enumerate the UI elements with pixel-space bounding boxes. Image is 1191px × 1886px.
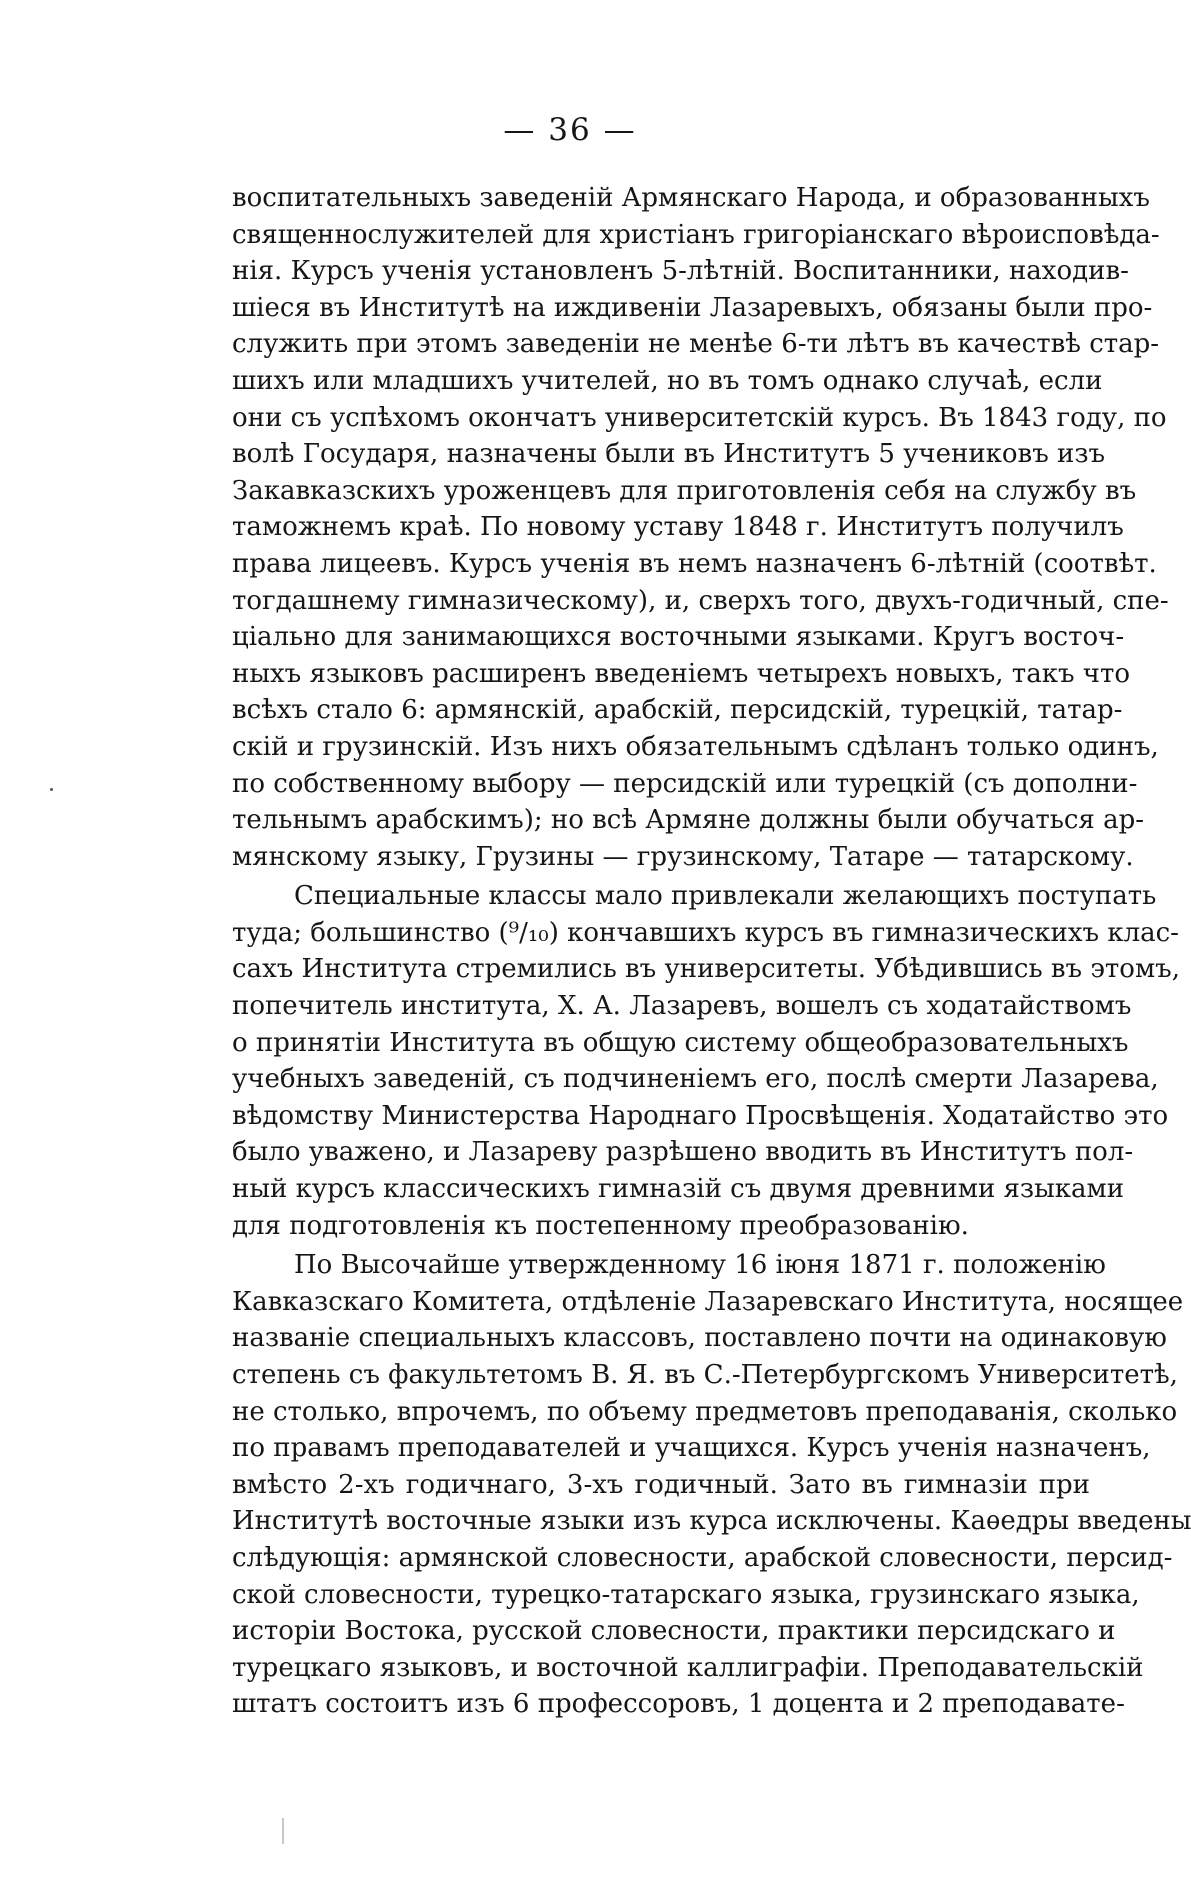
text-line: ской словесности, турецко-татарскаго языка, грузинскаго языка,: [232, 1579, 1140, 1610]
text-line: попечитель института, Х. А. Лазаревъ, вошелъ съ ходатайствомъ: [232, 991, 1132, 1022]
scan-speck: [50, 788, 53, 791]
text-line: Институтѣ восточные языки изъ курса исключены. Каѳедры введены: [232, 1506, 1191, 1537]
text-line: тогдашнему гимназическому), и, сверхъ того, двухъ-годичный, спе-: [232, 585, 1169, 616]
text-line: всѣхъ стало 6: армянскій, арабскій, персидскій, турецкій, татар-: [232, 695, 1123, 726]
text-line: штатъ состоитъ изъ 6 профессоровъ, 1 доцента и 2 преподавате-: [232, 1689, 1125, 1720]
text-line: было уважено, и Лазареву разрѣшено вводить въ Институтъ пол-: [232, 1137, 1134, 1168]
text-line: вѣдомству Министерства Народнаго Просвѣщенія. Ходатайство это: [232, 1100, 1169, 1131]
body-text: [232, 180, 1191, 1723]
text-line: Закавказскихъ уроженцевъ для приготовленія себя на службу въ: [232, 475, 1137, 506]
paragraph-2: [232, 878, 1180, 1244]
text-line: сахъ Института стремились въ университеты. Убѣдившись въ этомъ,: [232, 954, 1180, 985]
text-line: Кавказскаго Комитета, отдѣленіе Лазаревскаго Института, носящее: [232, 1286, 1184, 1317]
text-line: вмѣсто 2-хъ годичнаго, 3-хъ годичный. Зато въ гимназіи при: [232, 1469, 1090, 1500]
text-line: Специальные классы мало привлекали желающихъ поступать: [294, 881, 1157, 912]
text-line: По Высочайше утвержденному 16 іюня 1871 г. положенію: [294, 1250, 1106, 1281]
text-line: о принятіи Института въ общую систему общеобразовательныхъ: [232, 1027, 1129, 1058]
text-line: учебныхъ заведеній, съ подчиненіемъ его, послѣ смерти Лазарева,: [232, 1064, 1159, 1095]
text-line: шихъ или младшихъ учителей, но въ томъ однако случаѣ, если: [232, 365, 1103, 396]
text-line: по правамъ преподавателей и учащихся. Курсъ ученія назначенъ,: [232, 1433, 1151, 1464]
text-line: воспитательныхъ заведеній Армянскаго Народа, и образованныхъ: [232, 183, 1150, 213]
text-line: ный курсъ классическихъ гимназій съ двумя древними языками: [232, 1174, 1125, 1205]
paragraph-3: [232, 1247, 1191, 1723]
text-line: тельнымъ арабскимъ); но всѣ Армяне должны были обучаться ар-: [232, 805, 1145, 836]
text-line: скій и грузинскій. Изъ нихъ обязательнымъ сдѣланъ только одинъ,: [232, 731, 1159, 762]
text-line: не столько, впрочемъ, по объему предметовъ преподаванія, сколько: [232, 1396, 1178, 1427]
text-line: турецкаго языковъ, и восточной каллиграфіи. Преподавательскій: [232, 1652, 1144, 1683]
text-line: права лицеевъ. Курсъ ученія въ немъ назначенъ 6-лѣтній (соотвѣт.: [232, 548, 1157, 579]
text-line: исторіи Востока, русской словесности, практики персидскаго и: [232, 1616, 1116, 1647]
text-line: мянскому языку, Грузины — грузинскому, Татаре — татарскому.: [232, 841, 1134, 872]
text-line: служить при этомъ заведеніи не менѣе 6-ти лѣтъ въ качествѣ стар-: [232, 329, 1160, 360]
text-line: названіе специальныхъ классовъ, поставлено почти на одинаковую: [232, 1323, 1167, 1354]
text-line: волѣ Государя, назначены были въ Институтъ 5 учениковъ изъ: [232, 439, 1106, 470]
text-line: священнослужителей для христіанъ григоріанскаго вѣроисповѣда-: [232, 219, 1160, 250]
text-line: степень съ факультетомъ В. Я. въ С.-Петербургскомъ Университетѣ,: [232, 1360, 1178, 1390]
page-number: — 36 —: [503, 112, 637, 148]
text-line: по собственному выбору — персидскій или турецкій (съ дополни-: [232, 768, 1138, 799]
text-line: туда; большинство (⁹/₁₀) кончавшихъ курсъ въ гимназическихъ клас-: [232, 917, 1179, 948]
text-line: для подготовленія къ постепенному преобразованію.: [232, 1210, 969, 1241]
text-line: ціально для занимающихся восточными языками. Кругъ восточ-: [232, 622, 1125, 653]
paragraph-1: [232, 180, 1169, 875]
text-line: таможнемъ краѣ. По новому уставу 1848 г. Институтъ получилъ: [232, 512, 1124, 543]
text-line: ныхъ языковъ расширенъ введеніемъ четырехъ новыхъ, такъ что: [232, 658, 1130, 689]
text-line: они съ успѣхомъ окончатъ университетскій курсъ. Въ 1843 году, по: [232, 402, 1167, 433]
scan-mark: [282, 1818, 284, 1844]
text-line: шіеся въ Институтѣ на иждивеніи Лазаревыхъ, обязаны были про-: [232, 292, 1153, 323]
text-line: слѣдующія: армянской словесности, арабской словесности, персид-: [232, 1542, 1173, 1573]
text-line: нія. Курсъ ученія установленъ 5-лѣтній. Воспитанники, находив-: [232, 256, 1129, 287]
